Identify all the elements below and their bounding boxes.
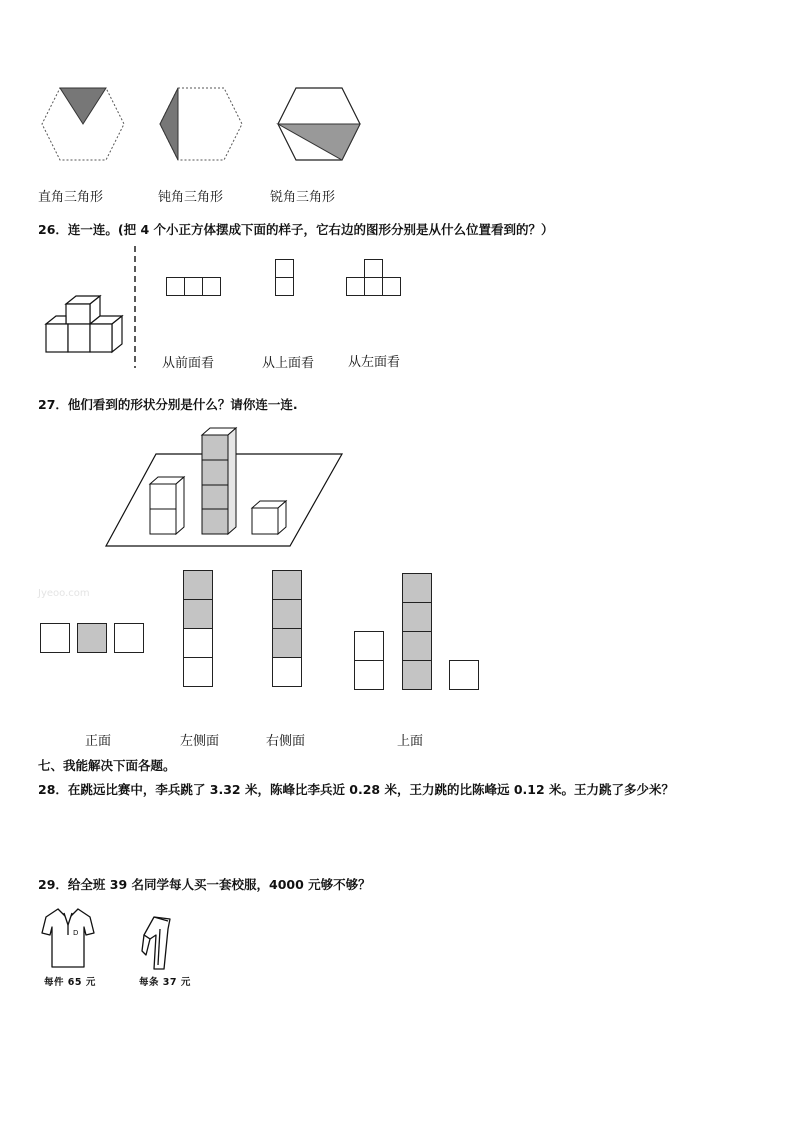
view-a-square [202, 277, 221, 296]
left-side-view-label: 左侧面 [180, 734, 220, 749]
view-c-square [364, 277, 383, 296]
left-side-view-square [183, 628, 213, 658]
question-27-text: 27．他们看到的形状分别是什么？请你连一连. [38, 397, 298, 412]
top-view-square [354, 631, 384, 661]
top-view-square-gray [402, 573, 432, 603]
view-a-square [184, 277, 203, 296]
left-side-view-square [183, 657, 213, 687]
top-view-label: 上面 [397, 734, 424, 749]
section-7-title: 七、我能解决下面各题。 [38, 758, 176, 773]
dashed-divider [132, 246, 138, 370]
left-side-view-square-gray [183, 570, 213, 600]
right-side-view-square-gray [272, 570, 302, 600]
question-28-text: 28．在跳远比赛中，李兵跳了 3.32 米，陈峰比李兵近 0.28 米，王力跳的比陈峰远 0.12 米。王力跳了多少米？ [38, 782, 675, 797]
top-view-square [354, 660, 384, 690]
pants-icon [140, 915, 174, 971]
top-view-square-gray [402, 660, 432, 690]
shirt-icon [40, 905, 96, 971]
view-front-label: 从前面看 [162, 356, 215, 371]
view-c-square [346, 277, 365, 296]
top-view-square-gray [402, 602, 432, 632]
svg-text:D: D [73, 929, 79, 937]
four-cube-figure [44, 294, 124, 356]
acute-triangle-label: 锐角三角形 [270, 190, 336, 205]
view-left-label: 从左面看 [348, 355, 401, 370]
front-view-square [114, 623, 144, 653]
right-side-view-square [272, 657, 302, 687]
right-triangle-label: 直角三角形 [38, 190, 104, 205]
front-view-label: 正面 [85, 734, 112, 749]
right-side-view-square-gray [272, 628, 302, 658]
question-26-text: 26．连一连。(把 4 个小正方体摆成下面的样子，它右边的图形分别是从什么位置看到的？） [38, 222, 554, 237]
view-c-square [364, 259, 383, 278]
right-side-view-square-gray [272, 599, 302, 629]
watermark: Jyeoo.com [38, 588, 90, 599]
hexagon-acute-triangle-figure [274, 86, 364, 162]
top-view-square-gray [402, 631, 432, 661]
hexagon-obtuse-triangle-figure [156, 86, 246, 162]
obtuse-triangle-label: 钝角三角形 [158, 190, 224, 205]
view-c-square [382, 277, 401, 296]
left-side-view-square-gray [183, 599, 213, 629]
shirt-price-label: 每件 65 元 [44, 977, 96, 988]
view-top-label: 从上面看 [262, 356, 315, 371]
view-b-square [275, 259, 294, 278]
view-a-square [166, 277, 185, 296]
right-side-view-label: 右侧面 [266, 734, 306, 749]
front-view-square [40, 623, 70, 653]
question-29-text: 29．给全班 39 名同学每人买一套校服，4000 元够不够？ [38, 877, 371, 892]
three-stacks-on-plane-figure [104, 426, 346, 550]
pants-price-label: 每条 37 元 [139, 977, 191, 988]
front-view-square-gray [77, 623, 107, 653]
top-view-square [449, 660, 479, 690]
hexagon-right-triangle-figure [38, 86, 128, 162]
view-b-square [275, 277, 294, 296]
